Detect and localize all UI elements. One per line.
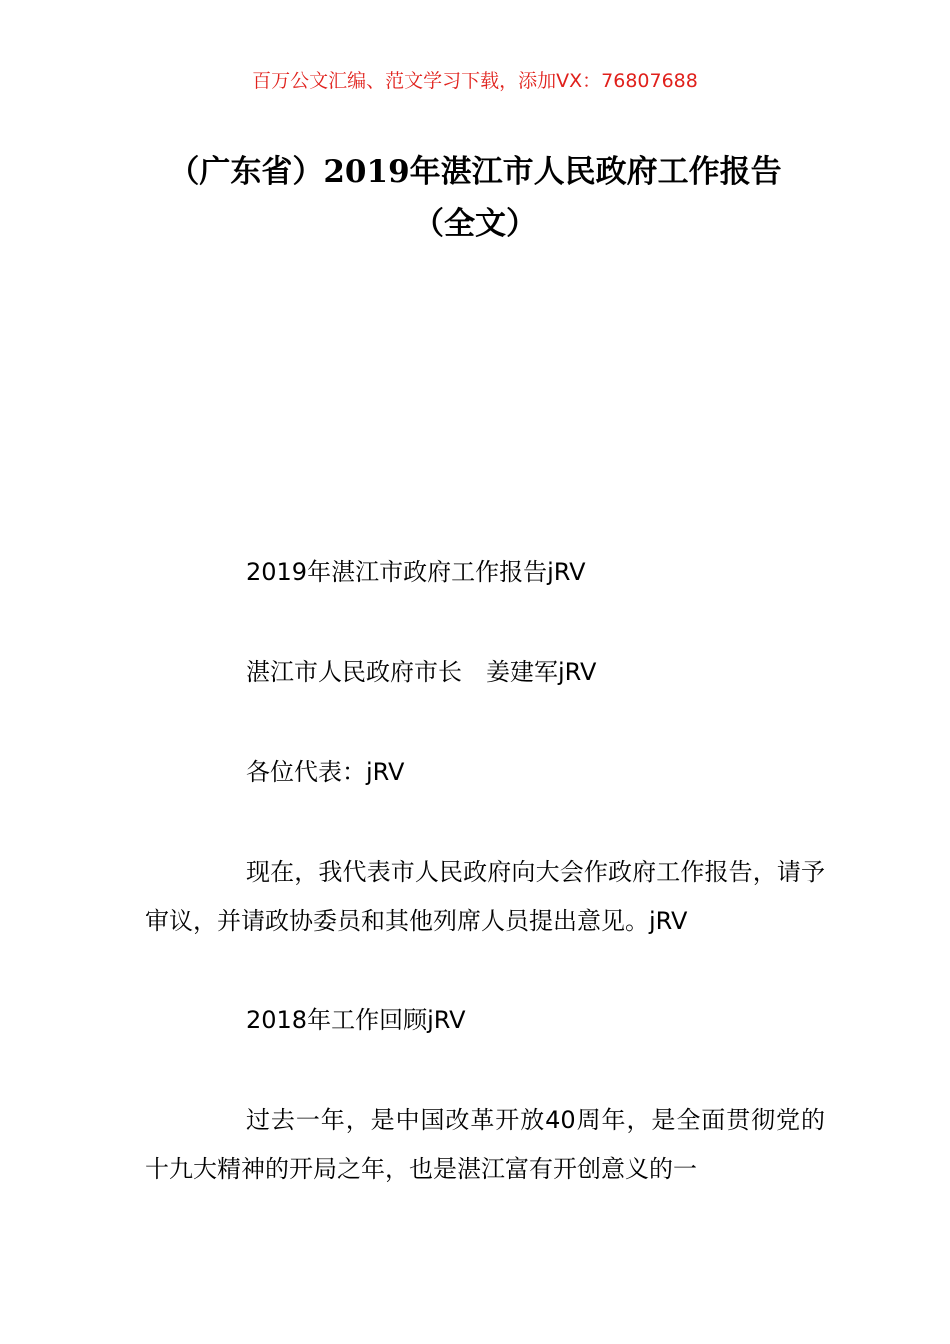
paragraph-section-heading (145, 996, 825, 1045)
paragraph-salutation (145, 748, 825, 797)
paragraph-text: 各位代表：jRV (246, 758, 405, 786)
paragraph-text: 2018年工作回顾jRV (246, 1006, 466, 1034)
paragraph-text: 过去一年，是中国改革开放40周年，是全面贯彻党的十九大精神的开局之年，也是湛江富有开创意义的一 (145, 1106, 825, 1183)
header-watermark-note: 百万公文汇编、范文学习下载，添加VX：76807688 (252, 70, 698, 92)
paragraph-mayor-line (145, 648, 825, 697)
paragraph-intro (145, 848, 825, 946)
paragraph-text: 2019年湛江市政府工作报告jRV (246, 558, 586, 586)
paragraph-report-heading (145, 548, 825, 597)
paragraph-text: 湛江市人民政府市长 姜建军jRV (246, 658, 597, 686)
document-title: （广东省）2019年湛江市人民政府工作报告（全文） (168, 154, 782, 242)
paragraph-review-start (145, 1096, 825, 1194)
paragraph-text: 现在，我代表市人民政府向大会作政府工作报告，请予审议，并请政协委员和其他列席人员提出意见。jRV (145, 858, 825, 935)
